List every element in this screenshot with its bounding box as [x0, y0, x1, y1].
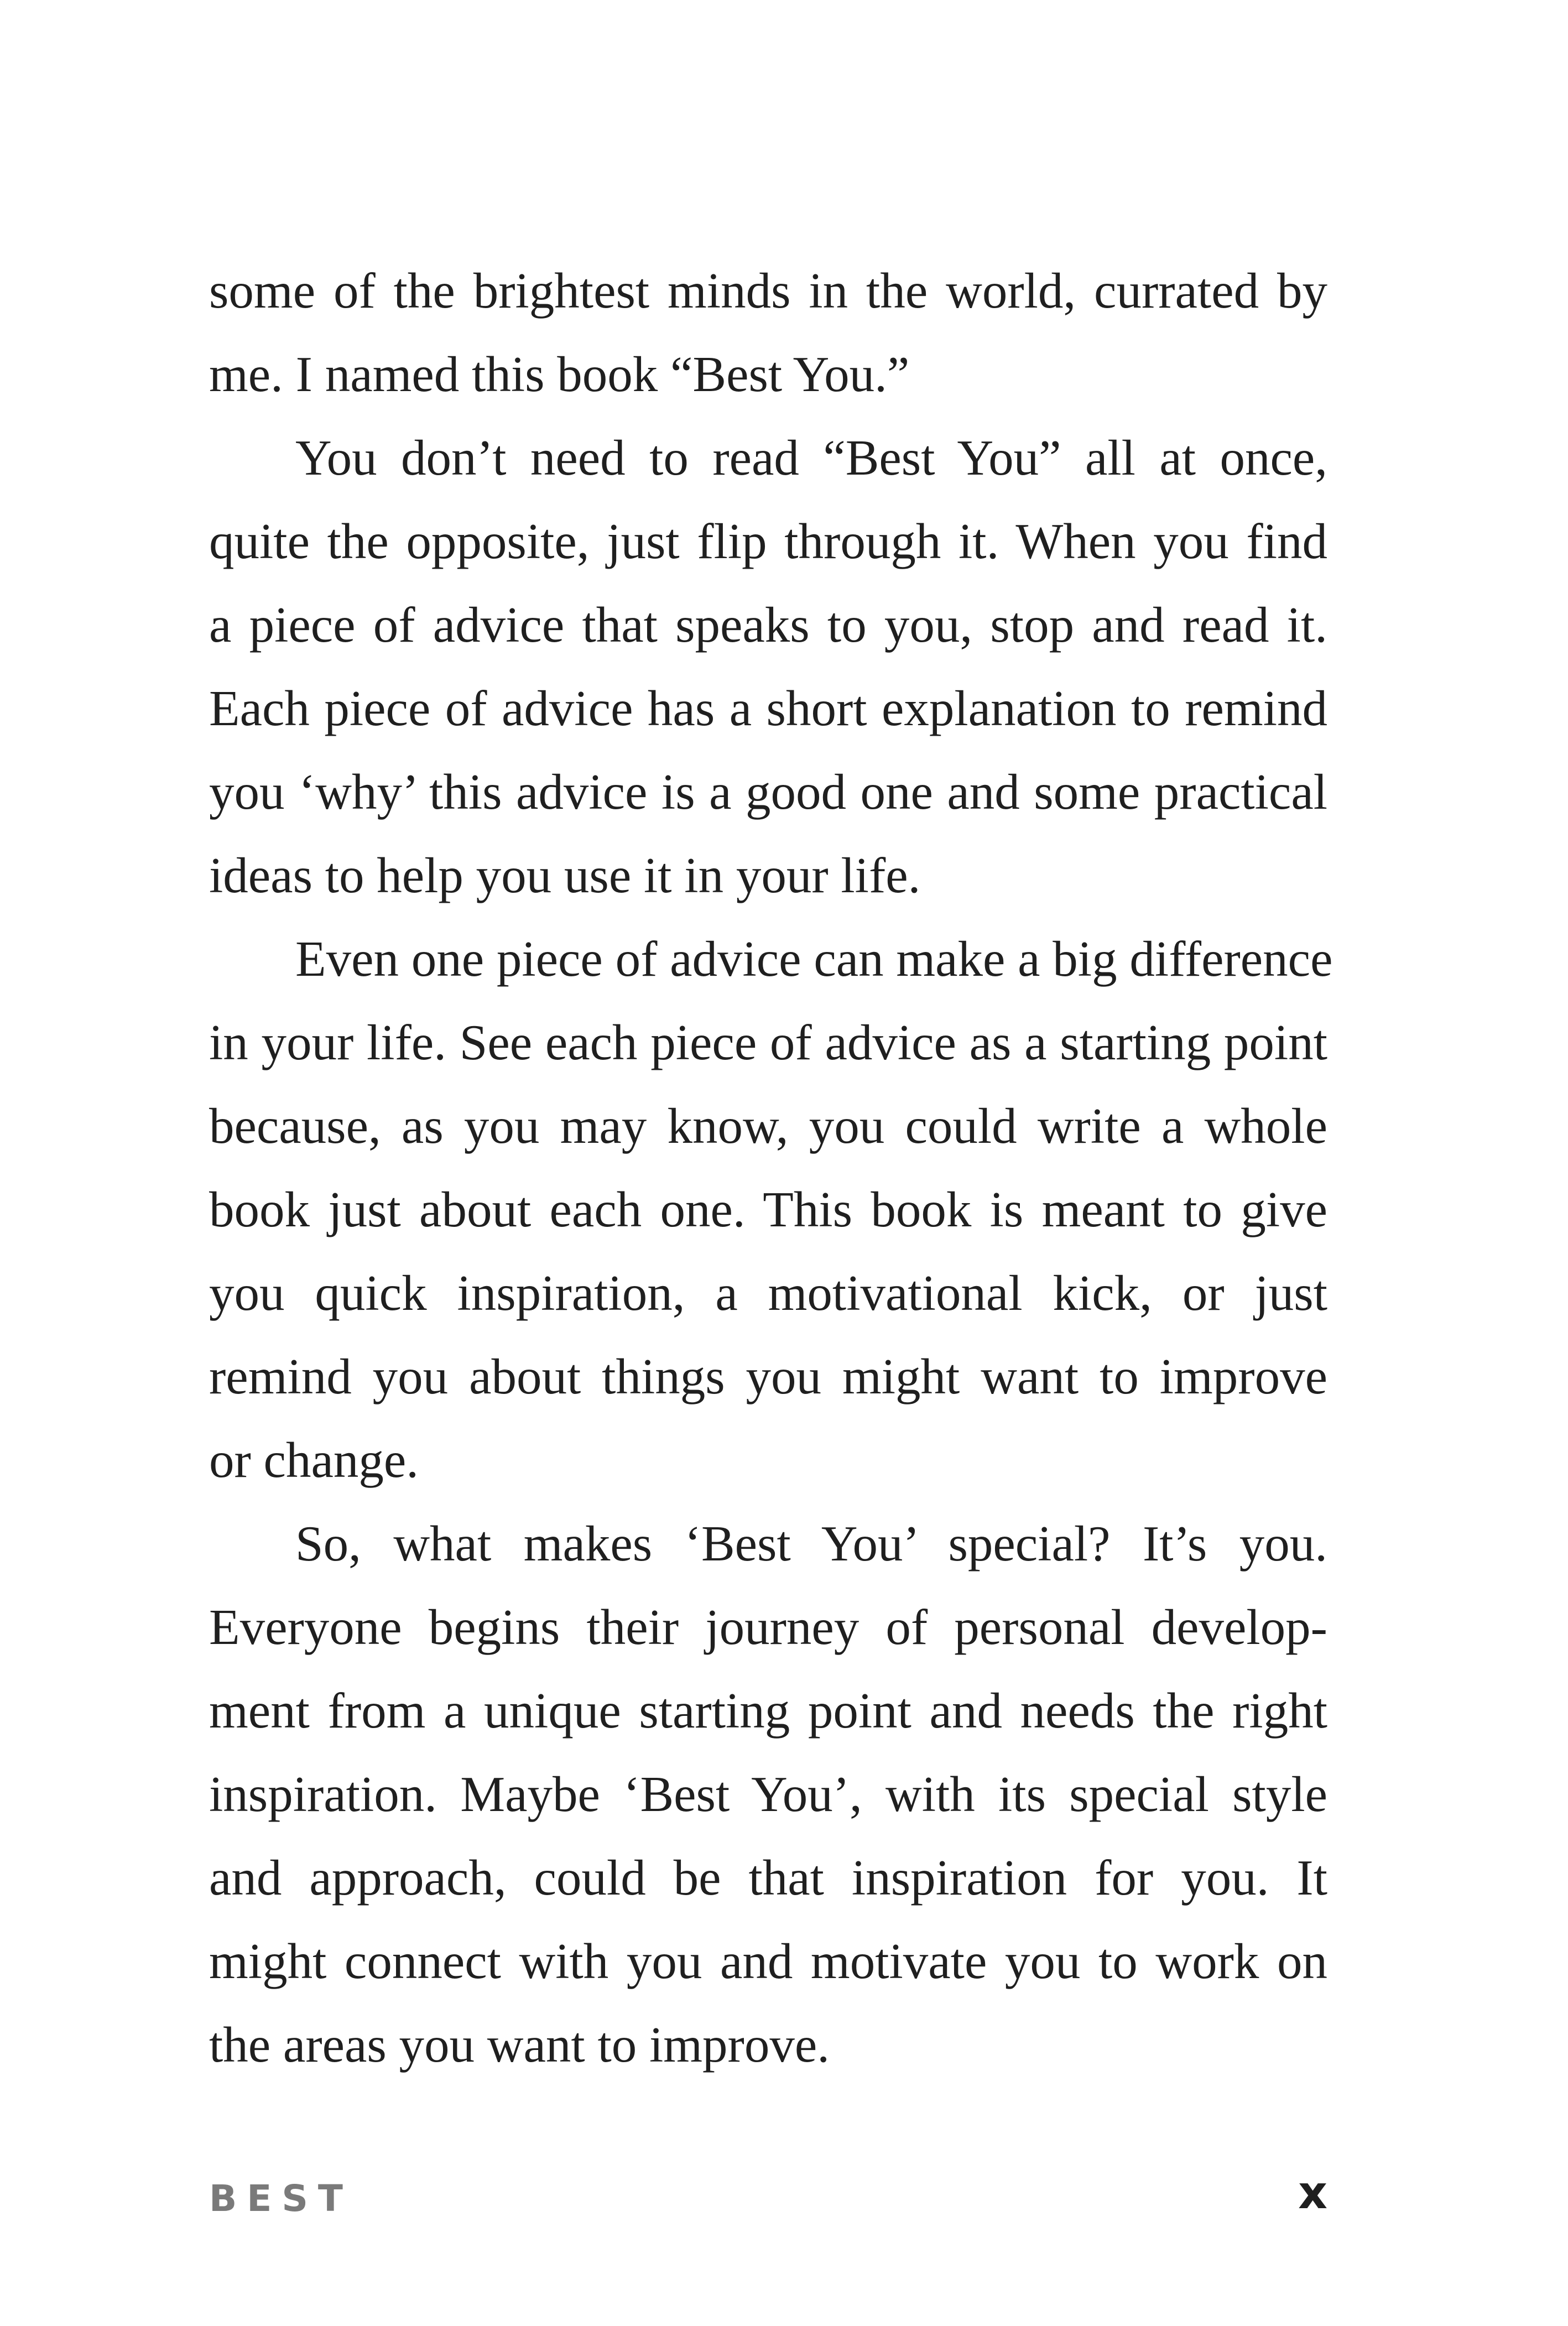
paragraph-4-line-4: inspiration. Maybe ‘Best You’, with its special style — [209, 1766, 1327, 1822]
paragraph-3-line-6: remind you about things you might want to improve — [209, 1349, 1327, 1404]
paragraph-2-line-6: ideas to help you use it in your life. — [209, 847, 921, 903]
paragraph-2-line-2: quite the opposite, just flip through it. When you find — [209, 513, 1327, 569]
paragraph-2-line-1: You don’t need to read “Best You” all at once, — [295, 430, 1327, 486]
paragraph-3-line-4: book just about each one. This book is meant to give — [209, 1182, 1327, 1237]
paragraph-3-line-1: Even one piece of advice can make a big difference — [295, 931, 1333, 987]
paragraph-2-line-4: Each piece of advice has a short explanation to remind — [209, 680, 1327, 736]
paragraph-1-line-1: some of the brightest minds in the world, currated by — [209, 263, 1327, 319]
running-title: BEST — [209, 2177, 353, 2220]
body-text — [209, 249, 1333, 2086]
paragraph-4-line-1: So, what makes ‘Best You’ special? It’s you. — [295, 1516, 1327, 1572]
paragraph-4-line-3: ment from a unique starting point and needs the right — [209, 1683, 1327, 1739]
paragraph-2-line-5: you ‘why’ this advice is a good one and some practical — [209, 764, 1327, 820]
paragraph-3-line-2: in your life. See each piece of advice as a starting point — [209, 1014, 1327, 1070]
paragraph-4-line-5: and approach, could be that inspiration for you. It — [209, 1850, 1327, 1906]
paragraph-4-line-2: Everyone begins their journey of personal develop- — [209, 1599, 1327, 1655]
page-number: x — [1298, 2167, 1327, 2219]
paragraph-4-line-7: the areas you want to improve. — [209, 2017, 830, 2073]
paragraph-3-line-7: or change. — [209, 1432, 419, 1488]
paragraph-3-line-3: because, as you may know, you could write a whole — [209, 1098, 1327, 1154]
paragraph-3-line-5: you quick inspiration, a motivational kick, or just — [209, 1265, 1327, 1321]
paragraph-1-line-2: me. I named this book “Best You.” — [209, 346, 910, 402]
paragraph-2-line-3: a piece of advice that speaks to you, stop and read it. — [209, 597, 1327, 653]
paragraph-4-line-6: might connect with you and motivate you to work on — [209, 1933, 1327, 1989]
